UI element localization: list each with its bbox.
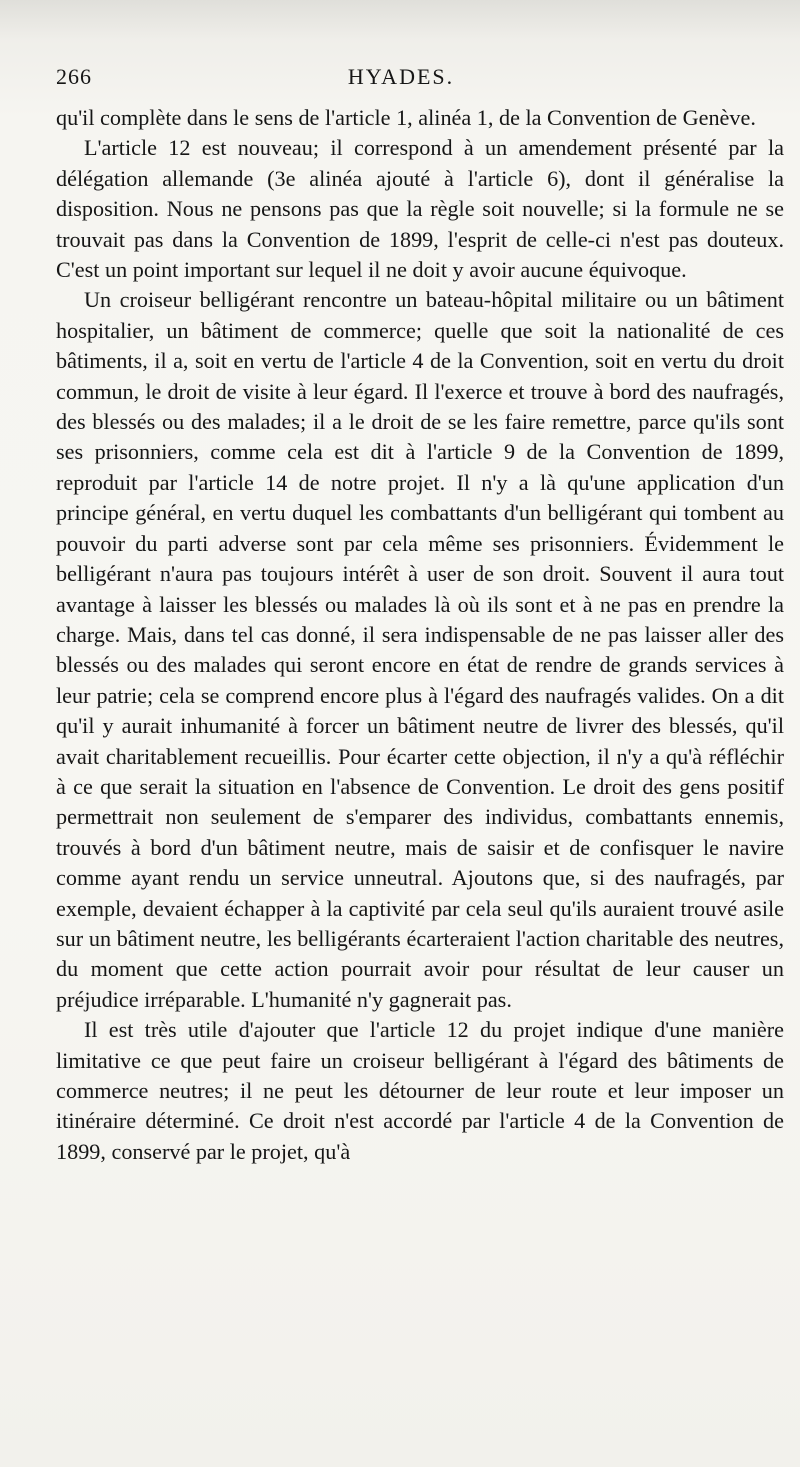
body-text bbox=[56, 103, 784, 1167]
page-number: 266 bbox=[56, 64, 92, 89]
page-edge-shadow bbox=[0, 0, 800, 40]
running-title: HYADES. bbox=[347, 64, 455, 89]
paragraph: Un croiseur belligérant rencontre un bateau-hôpital militaire ou un bâtiment hospitalier, un bâtiment de commerce; quelle que soit la nationalité de ces bâtiments, il a, soit en vertu de l'article 4 de la Convention, soit en vertu du droit commun, le droit de visite à leur égard. Il l'exerce et trouve à bord des naufragés, des blessés ou des malades; il a le droit de se les faire remettre, parce qu'ils sont ses prisonniers, comme cela est dit à l'article 9 de la Convention de 1899, reproduit par l'article 14 de notre projet. Il n'y a là qu'une application d'un principe général, en vertu duquel les combattants d'un belligérant qui tombent au pouvoir du parti adverse sont par cela même ses prisonniers. Évidemment le belligérant n'aura pas toujours intérêt à user de son droit. Souvent il aura tout avantage à laisser les blessés ou malades là où ils sont et à ne pas en prendre la charge. Mais, dans tel cas donné, il sera indispensable de ne pas laisser aller des blessés ou des malades qui seront encore en état de rendre de grands services à leur patrie; cela se comprend encore plus à l'égard des naufragés valides. On a dit qu'il y aurait inhumanité à forcer un bâtiment neutre de livrer des blessés, qu'il avait charitablement recueillis. Pour écarter cette objection, il n'y a qu'à réfléchir à ce que serait la situation en l'absence de Convention. Le droit des gens positif permettrait non seulement de s'emparer des individus, combattants ennemis, trouvés à bord d'un bâtiment neutre, mais de saisir et de confisquer le navire comme ayant rendu un service unneutral. Ajoutons que, si des naufragés, par exemple, devaient échapper à la captivité par cela seul qu'ils auraient trouvé asile sur un bâtiment neutre, les belligérants écarteraient l'action charitable des neutres, du moment que cette action pourrait avoir pour résultat de leur causer un préjudice irréparable. L'humanité n'y gagnerait pas. bbox=[56, 287, 784, 1012]
page-header bbox=[56, 64, 746, 98]
paragraph: Il est très utile d'ajouter que l'article 12 du projet indique d'une manière limitative ce que peut faire un croiseur belligérant à l'égard des bâtiments de commerce neutres; il ne peut les détourner de leur route et leur imposer un itinéraire déterminé. Ce droit n'est accordé par l'article 4 de la Convention de 1899, conservé par le projet, qu'à bbox=[56, 1017, 784, 1164]
paragraph: qu'il complète dans le sens de l'article 1, alinéa 1, de la Convention de Genève. bbox=[56, 105, 756, 130]
paragraph: L'article 12 est nouveau; il correspond à un amendement présenté par la délégation allemande (3e alinéa ajouté à l'article 6), dont il généralise la disposition. Nous ne pensons pas que la règle soit nouvelle; si la formule ne se trouvait pas dans la Convention de 1899, l'esprit de celle-ci n'est pas douteux. C'est un point important sur lequel il ne doit y avoir aucune équivoque. bbox=[56, 135, 784, 283]
